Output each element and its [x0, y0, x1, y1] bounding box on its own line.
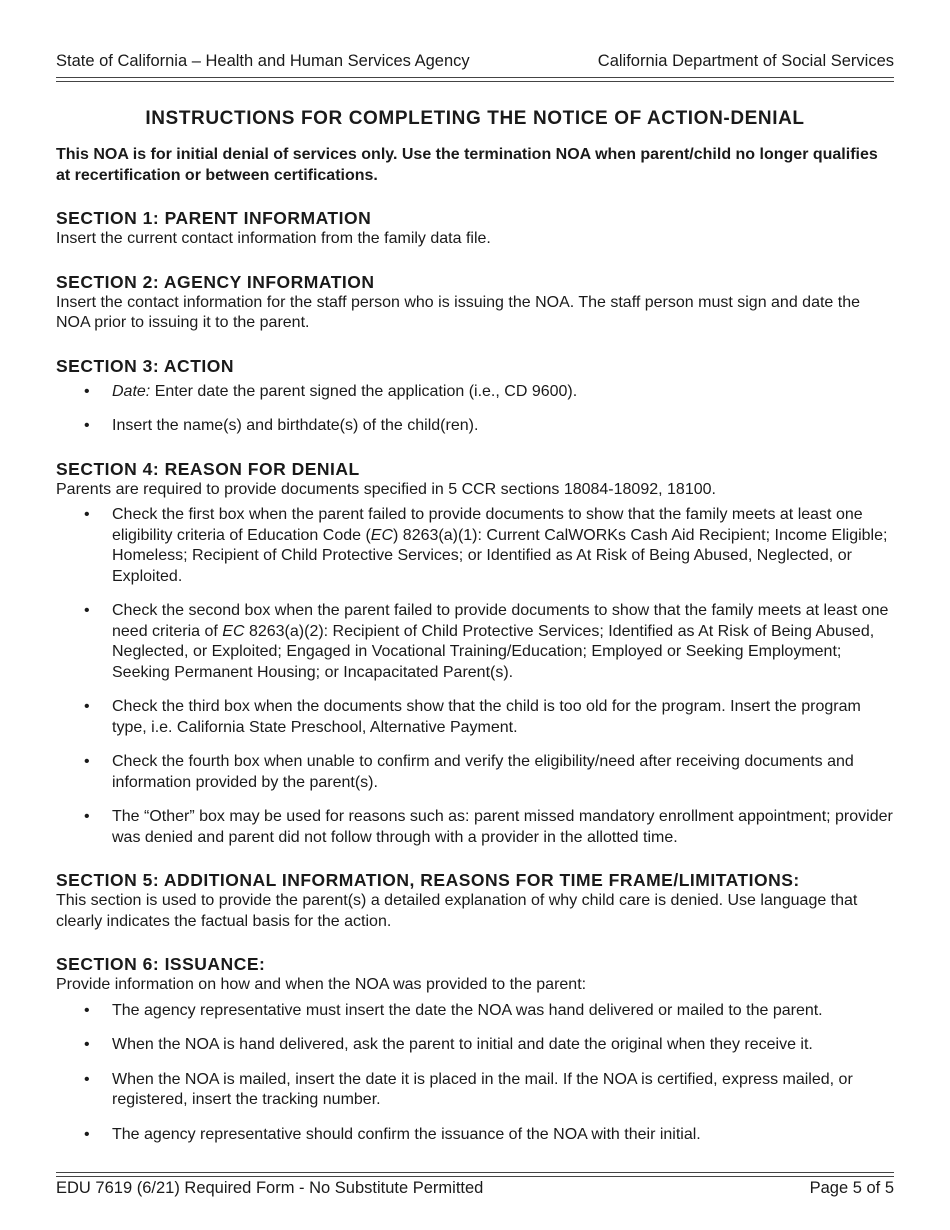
section-2-heading: SECTION 2: AGENCY INFORMATION: [56, 271, 375, 292]
form-id: EDU 7619 (6/21) Required Form - No Substitute Permitted: [56, 1179, 484, 1197]
document-body: [56, 145, 894, 1166]
section-2-text: Insert the contact information for the staff person who is issuing the NOA. The staff person must sign and date the NOA prior to issuing it to the parent.: [56, 293, 860, 331]
list-item-text: Enter date the parent signed the application (i.e., CD 9600).: [150, 382, 578, 400]
section-5-text: This section is used to provide the parent(s) a detailed explanation of why child care is denied. Use language that clearly indicates the factual basis for the action.: [56, 892, 858, 930]
intro-text: This NOA is for initial denial of services only. Use the termination NOA when parent/child no longer qualifies at recertification or between certifications.: [56, 146, 878, 184]
footer-rule: [56, 1172, 894, 1177]
section-4-list: [56, 505, 894, 848]
list-item: • The “Other” box may be used for reasons such as: parent missed mandatory enrollment appointment; provider was denied and parent did not follow through with a provider in the allotted time.: [56, 807, 894, 848]
section-6-heading: SECTION 6: ISSUANCE:: [56, 954, 266, 974]
page-number: Page 5 of 5: [809, 1179, 894, 1197]
section-3-list: [56, 382, 894, 437]
section-1-text: Insert the current contact information from the family data file.: [56, 230, 491, 247]
ec-abbrev: EC: [222, 622, 245, 640]
header-agency: State of California – Health and Human Services Agency: [56, 52, 470, 70]
section-6-text: Provide information on how and when the NOA was provided to the parent:: [56, 976, 587, 993]
page-footer: [56, 1179, 894, 1198]
section-6: [56, 953, 894, 1145]
list-item-text: 8263(a)(2): Recipient of Child Protective Services; Identified as At Risk of Being Abused, Neglected, or Exploited; Engaged in Vocational Training/Education; Employed or Seeking Employment; Seeking Permanent Housing; or Incapacitated Parent(s).: [112, 622, 875, 681]
list-item-text: Check the first box when the parent failed to provide documents to show that the family meets at least one eligibility criteria of Education Code (: [112, 506, 863, 544]
header-rule: [56, 77, 894, 82]
list-item: [56, 505, 894, 587]
section-1: [56, 207, 894, 250]
section-4: [56, 458, 894, 849]
list-item: • Check the third box when the documents show that the child is too old for the program. Insert the program type, i.e. California State Preschool, Alternative Payment.: [56, 697, 894, 738]
section-4-text: Parents are required to provide documents specified in 5 CCR sections 18084-18092, 18100.: [56, 480, 716, 498]
section-3: [56, 355, 894, 437]
list-item: [56, 382, 894, 403]
list-item: • Check the fourth box when unable to confirm and verify the eligibility/need after receiving documents and information provided by the parent(s).: [56, 752, 894, 793]
page-header: [56, 52, 894, 71]
list-item: [56, 601, 894, 683]
list-item: • When the NOA is mailed, insert the date it is placed in the mail. If the NOA is certified, express mailed, or registered, insert the tracking number.: [56, 1070, 894, 1111]
list-item: • Insert the name(s) and birthdate(s) of the child(ren).: [56, 416, 894, 437]
section-5: [56, 869, 894, 932]
section-4-heading: SECTION 4: REASON FOR DENIAL: [56, 458, 360, 479]
section-3-heading: SECTION 3: ACTION: [56, 355, 234, 376]
page-title: INSTRUCTIONS FOR COMPLETING THE NOTICE OF ACTION-DENIAL: [145, 108, 805, 129]
section-1-heading: SECTION 1: PARENT INFORMATION: [56, 208, 372, 228]
header-department: California Department of Social Services: [597, 52, 894, 70]
list-item: • The agency representative should confirm the issuance of the NOA with their initial.: [56, 1125, 894, 1146]
section-2: [56, 271, 894, 334]
section-6-list: [56, 1001, 894, 1146]
list-item-text: Check the second box when the parent failed to provide documents to show that the family meets at least one need criteria of: [112, 602, 889, 640]
section-5-heading: SECTION 5: ADDITIONAL INFORMATION, REASONS FOR TIME FRAME/LIMITATIONS:: [56, 870, 800, 890]
list-item-text: ) 8263(a)(1): Current CalWORKs Cash Aid Recipient; Income Eligible; Homeless; Recipient of Child Protective Services; or Identified as At Risk of Being Abused, Neglected, or Exploited.: [112, 526, 888, 585]
ec-abbrev: EC: [370, 526, 394, 544]
list-item: • When the NOA is hand delivered, ask the parent to initial and date the original when they receive it.: [56, 1035, 894, 1056]
date-label: Date:: [112, 382, 151, 400]
list-item: • The agency representative must insert the date the NOA was hand delivered or mailed to the parent.: [56, 1001, 894, 1022]
